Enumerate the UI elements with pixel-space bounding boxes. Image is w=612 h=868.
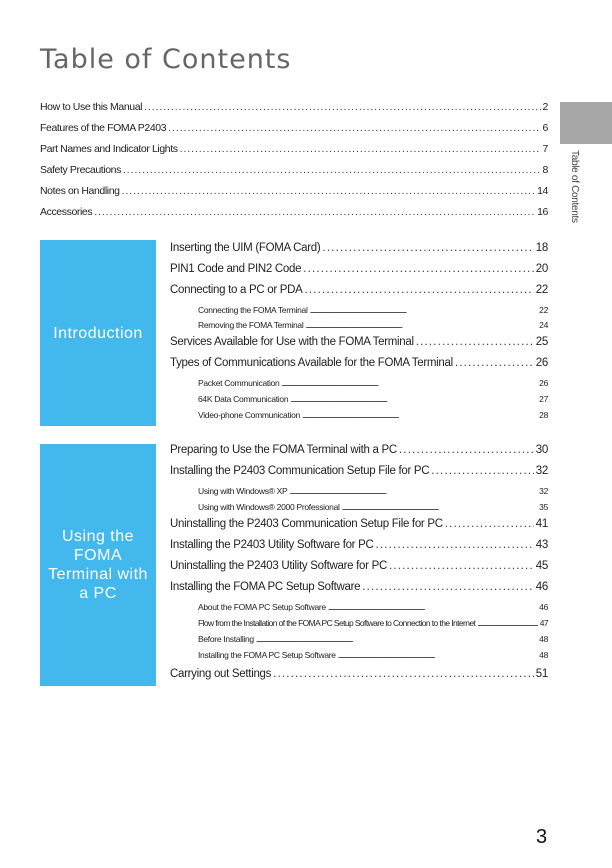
toc-entry-label: Using with Windows® 2000 Professional xyxy=(198,502,340,512)
toc-entry-page: 48 xyxy=(539,650,548,660)
toc-subentry[interactable] xyxy=(198,320,548,330)
toc-entry-page: 22 xyxy=(535,284,548,296)
page-number: 3 xyxy=(536,826,548,848)
toc-subentry[interactable] xyxy=(198,410,548,420)
toc-entry-page: 22 xyxy=(539,305,548,315)
section-tab-label: Introduction xyxy=(53,324,143,342)
toc-entry[interactable] xyxy=(170,263,548,275)
toc-entry-label: Carrying out Settings xyxy=(170,668,272,680)
section-tab-using-foma-with-pc[interactable] xyxy=(40,444,156,686)
toc-subentry[interactable] xyxy=(198,486,548,496)
toc-entry[interactable] xyxy=(170,336,548,348)
toc-entry-page: 2 xyxy=(542,101,548,113)
side-tab-marker xyxy=(560,102,612,144)
toc-entry[interactable] xyxy=(170,465,548,477)
section-tab-label: Using the FOMA Terminal with a PC xyxy=(48,528,148,602)
toc-entry-label: Using with Windows® XP xyxy=(198,486,288,496)
toc-entry-label: Inserting the UIM (FOMA Card) xyxy=(170,242,321,254)
toc-entry[interactable] xyxy=(40,143,548,155)
toc-entry-page: 35 xyxy=(539,502,548,512)
toc-entry-label: Installing the FOMA PC Setup Software xyxy=(170,581,361,593)
toc-entry-page: 48 xyxy=(539,634,548,644)
toc-entry-label: Removing the FOMA Terminal xyxy=(198,320,304,330)
toc-entry-label: Uninstalling the P2403 Communication Setup File for PC xyxy=(170,518,443,530)
toc-entry-page: 32 xyxy=(539,486,548,496)
toc-entry-label: Packet Communication xyxy=(198,378,280,388)
toc-entry-page: 26 xyxy=(535,357,548,369)
toc-entry-page: 6 xyxy=(542,122,548,134)
toc-entry-label: Notes on Handling xyxy=(40,185,120,197)
toc-entry[interactable] xyxy=(170,242,548,254)
toc-entry[interactable] xyxy=(170,581,548,593)
toc-entry[interactable] xyxy=(170,560,548,572)
toc-subentry[interactable] xyxy=(198,602,548,612)
toc-entry-label: 64K Data Communication xyxy=(198,394,289,404)
toc-entry-page: 7 xyxy=(542,143,548,155)
toc-subentry[interactable] xyxy=(198,650,548,660)
toc-entry-page: 32 xyxy=(535,465,548,477)
toc-entry-label: Safety Precautions xyxy=(40,164,121,176)
toc-entry-label: PIN1 Code and PIN2 Code xyxy=(170,263,302,275)
page-title: Table of Contents xyxy=(40,44,292,75)
toc-entry[interactable] xyxy=(170,284,548,296)
toc-subentry[interactable] xyxy=(198,634,548,644)
toc-subentry[interactable] xyxy=(198,502,548,512)
toc-entry-page: 28 xyxy=(539,410,548,420)
side-tab-label: Table of Contents xyxy=(569,150,580,223)
toc-entry[interactable] xyxy=(170,444,548,456)
section-tab-introduction[interactable] xyxy=(40,240,156,426)
toc-entry-label: Installing the P2403 Utility Software for PC xyxy=(170,539,374,551)
toc-entry-label: How to Use this Manual xyxy=(40,101,143,113)
toc-entry-label: Uninstalling the P2403 Utility Software for PC xyxy=(170,560,387,572)
toc-entry-label: Flow from the Installation of the FOMA PC Setup Software to Connection to the Internet xyxy=(198,618,476,628)
toc-entry-page: 46 xyxy=(539,602,548,612)
toc-entry-page: 43 xyxy=(535,539,548,551)
toc-entry-page: 46 xyxy=(535,581,548,593)
toc-entry-label: Features of the FOMA P2403 xyxy=(40,122,167,134)
toc-entry-page: 20 xyxy=(535,263,548,275)
toc-entry-label: Installing the P2403 Communication Setup File for PC xyxy=(170,465,430,477)
toc-subentry[interactable] xyxy=(198,378,548,388)
toc-entry-label: Services Available for Use with the FOMA Terminal xyxy=(170,336,414,348)
toc-entry-page: 24 xyxy=(539,320,548,330)
toc-entry-label: Connecting the FOMA Terminal xyxy=(198,305,308,315)
toc-entry-page: 47 xyxy=(539,618,548,628)
toc-entry-label: Preparing to Use the FOMA Terminal with a PC xyxy=(170,444,397,456)
toc-entry-page: 45 xyxy=(535,560,548,572)
toc-entry-page: 25 xyxy=(535,336,548,348)
toc-entry-page: 27 xyxy=(539,394,548,404)
toc-entry-page: 18 xyxy=(535,242,548,254)
toc-entry-page: 16 xyxy=(537,206,548,218)
toc-entry-label: Part Names and Indicator Lights xyxy=(40,143,178,155)
toc-entry-page: 8 xyxy=(542,164,548,176)
toc-entry-label: About the FOMA PC Setup Software xyxy=(198,602,326,612)
toc-entry[interactable] xyxy=(40,101,548,113)
toc-entry-label: Installing the FOMA PC Setup Software xyxy=(198,650,336,660)
toc-subentry[interactable] xyxy=(198,305,548,315)
toc-subentry[interactable] xyxy=(198,394,548,404)
toc-entry[interactable] xyxy=(40,185,548,197)
toc-entry-label: Types of Communications Available for the FOMA Terminal xyxy=(170,357,453,369)
toc-entry-label: Video-phone Communication xyxy=(198,410,300,420)
toc-entry-label: Accessories xyxy=(40,206,93,218)
toc-entry-page: 26 xyxy=(539,378,548,388)
toc-entry-page: 51 xyxy=(535,668,548,680)
toc-entry[interactable] xyxy=(170,539,548,551)
toc-entry[interactable] xyxy=(170,668,548,680)
toc-entry-page: 30 xyxy=(535,444,548,456)
toc-entry-page: 14 xyxy=(537,185,548,197)
toc-entry[interactable] xyxy=(170,357,548,369)
toc-entry[interactable] xyxy=(40,164,548,176)
toc-subentry[interactable] xyxy=(198,618,548,628)
toc-entry-label: Before Installing xyxy=(198,634,254,644)
toc-entry-page: 41 xyxy=(535,518,548,530)
toc-entry[interactable] xyxy=(170,518,548,530)
toc-entry-label: Connecting to a PC or PDA xyxy=(170,284,303,296)
toc-entry[interactable] xyxy=(40,206,548,218)
toc-entry[interactable] xyxy=(40,122,548,134)
